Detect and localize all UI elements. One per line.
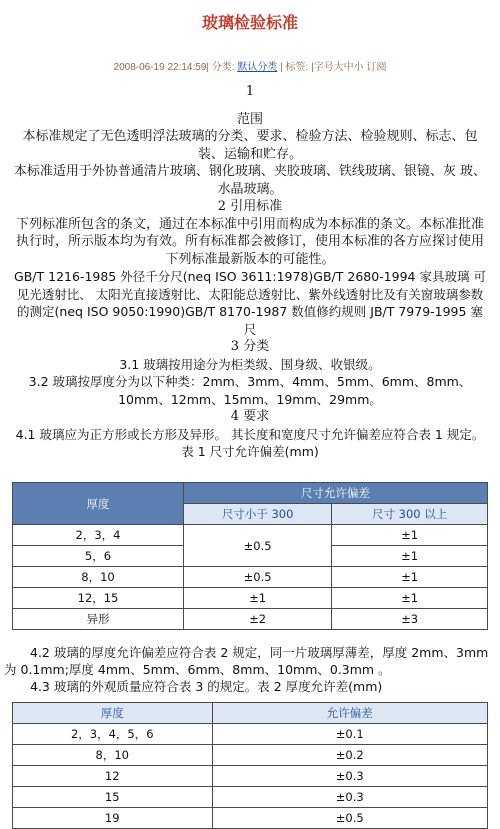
tolerance-table-1 xyxy=(12,482,488,630)
post-meta xyxy=(0,58,500,73)
table-header: 厚度 xyxy=(13,483,184,525)
table-cell: ±1 xyxy=(332,588,488,609)
paragraph: 4.2 玻璃的厚度允许偏差应符合表 2 规定，同一片玻璃厚薄差，厚度 2mm、3mm 为 0.1mm;厚度 4mm、5mm、6mm、8mm、10mm、0.3mm 。 xyxy=(4,645,489,677)
table-cell: ±0.2 xyxy=(212,745,488,766)
table-header: 尺寸小于 300 xyxy=(184,504,332,525)
table-row xyxy=(13,588,488,609)
table-cell: ±1 xyxy=(332,546,488,567)
table-cell: 12，15 xyxy=(13,588,184,609)
table-row xyxy=(13,525,488,546)
table-cell: 12 xyxy=(13,766,213,787)
table-cell: 15 xyxy=(13,787,213,808)
table-cell: 5，6 xyxy=(13,546,184,567)
table-row xyxy=(13,745,488,766)
table-cell: ±0.5 xyxy=(184,567,332,588)
article-body xyxy=(12,83,488,461)
tags-label: 标签: xyxy=(285,62,309,73)
table-cell: 19 xyxy=(13,808,213,829)
table-cell: ±0.5 xyxy=(184,525,332,567)
font-size-controls[interactable]: |字号大中小 订阅 xyxy=(311,62,387,73)
table-header: 厚度 xyxy=(13,703,213,724)
paragraph: GB/T 1216-1985 外径千分尺(neq ISO 3611:1978)GB/T 2680-1994 家具玻璃 可见光透射比、 太阳光直接透射比、太阳能总透射比、紫外线透射比及有关窗玻璃参数的测定(neq ISO 9050:1990)GB/T 8170-1987 数值修约规则 JB/T 7979-1995 塞尺 xyxy=(14,269,486,337)
table-row xyxy=(13,567,488,588)
table-header: 允许偏差 xyxy=(212,703,488,724)
section-heading-requirements: 4 要求 xyxy=(230,409,270,424)
section-heading-references: 2 引用标准 xyxy=(217,199,283,214)
table-header: 尺寸 300 以上 xyxy=(332,504,488,525)
table-cell: 异形 xyxy=(13,609,184,630)
post-datetime: 2008-06-19 22:14:59| xyxy=(113,62,209,73)
table-cell: ±0.3 xyxy=(212,766,488,787)
paragraph: 3.2 玻璃按厚度分为以下种类：2mm、3mm、4mm、5mm、6mm、8mm、10mm、12mm、15mm、19mm、29mm。 xyxy=(28,374,472,407)
table-row xyxy=(13,609,488,630)
table-cell: ±1 xyxy=(332,567,488,588)
section-heading-classification: 3 分类 xyxy=(230,339,270,354)
table-cell: 8，10 xyxy=(13,745,213,766)
section-number: 1 xyxy=(245,84,255,99)
table-cell: ±3 xyxy=(332,609,488,630)
table-cell: 2，3，4 xyxy=(13,525,184,546)
category-label: 分类: xyxy=(211,62,235,73)
table-row xyxy=(13,766,488,787)
article-body-continued xyxy=(4,644,494,695)
table-row xyxy=(13,787,488,808)
table-row xyxy=(13,724,488,745)
table-cell: ±0.1 xyxy=(212,724,488,745)
paragraph: 4.3 玻璃的外观质量应符合表 3 的规定。表 2 厚度允许差(mm) xyxy=(30,679,383,694)
page-title: 玻璃检验标准 xyxy=(201,13,298,32)
paragraph: 本标准适用于外协普通清片玻璃、钢化玻璃、夹胶玻璃、铁线玻璃、银镜、灰 玻、水晶玻璃。 xyxy=(13,164,487,197)
paragraph: 3.1 玻璃按用途分为柜类级、围身级、收银级。 xyxy=(119,356,381,372)
paragraph: 下列标准所包含的条文，通过在本标准中引用而构成为本标准的条文。本标准批准执行时，所示版本均为有效。所有标准都会被修订，使用本标准的各方应探讨使用下列标准最新版本的可能性。 xyxy=(15,216,484,267)
tolerance-table-2 xyxy=(12,702,488,829)
table-cell: 2，3，4，5，6 xyxy=(13,724,213,745)
table-cell: 8，10 xyxy=(13,567,184,588)
table-row xyxy=(13,808,488,829)
table-cell: ±1 xyxy=(184,588,332,609)
table-cell: ±2 xyxy=(184,609,332,630)
table-cell: ±0.3 xyxy=(212,787,488,808)
paragraph: 本标准规定了无色透明浮法玻璃的分类、要求、检验方法、检验规则、标志、包装、运输和贮存。 xyxy=(22,129,478,162)
section-heading-scope: 范围 xyxy=(236,111,263,127)
table-header: 尺寸允许偏差 xyxy=(184,483,488,504)
table-cell: ±1 xyxy=(332,525,488,546)
meta-separator: | xyxy=(280,62,283,73)
paragraph: 4.1 玻璃应为正方形或长方形及异形。 其长度和宽度尺寸允许偏差应符合表 1 规定。表 1 尺寸允许偏差(mm) xyxy=(15,426,485,459)
category-link[interactable]: 默认分类 xyxy=(237,62,278,73)
table-cell: ±0.5 xyxy=(212,808,488,829)
